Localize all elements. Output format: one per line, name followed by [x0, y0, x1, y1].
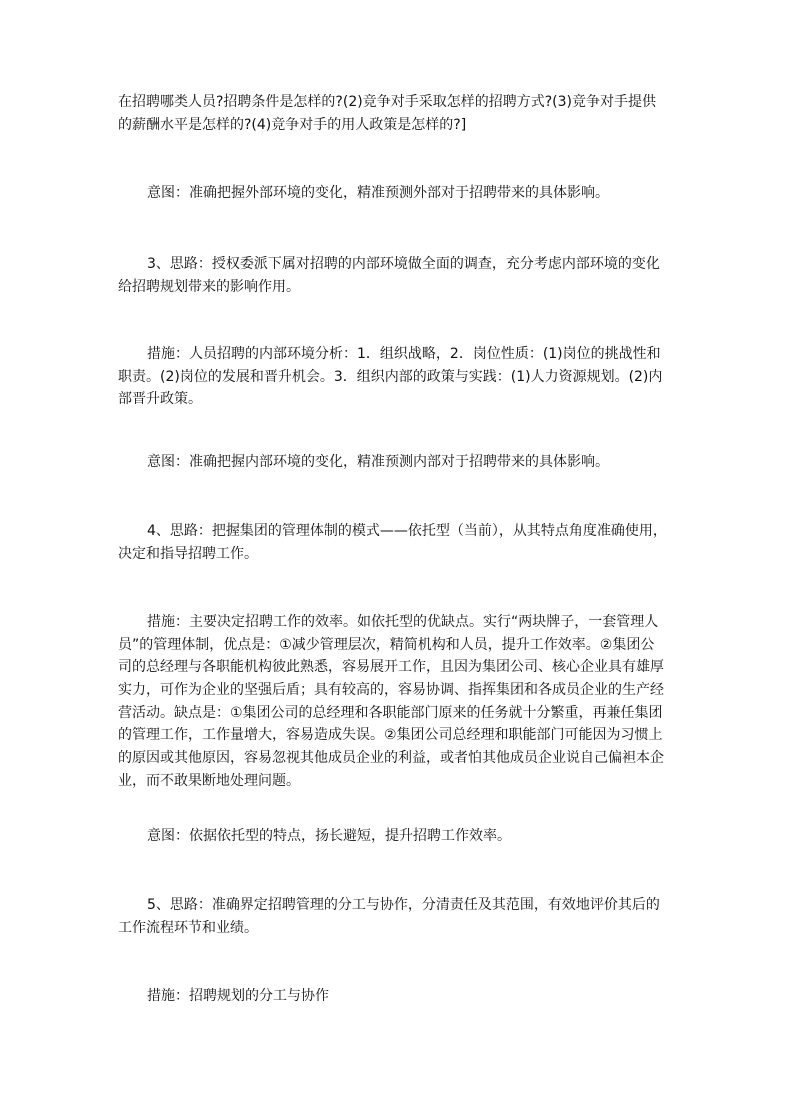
text-line: 5、思路：准确界定招聘管理的分工与协作，分清责任及其范围，有效地评价其后的: [147, 897, 660, 913]
paragraph: [118, 253, 668, 298]
paragraph: [118, 985, 668, 1008]
text-line: 司的总经理与各职能机构彼此熟悉，容易展开工作，且因为集团公司、核心企业具有雄厚: [118, 659, 664, 676]
text-line: 给招聘规划带来的影响作用。: [118, 278, 300, 295]
paragraph: [118, 520, 668, 565]
text-line: 的管理工作，工作量增大，容易造成失误。②集团公司总经理和职能部门可能因为习惯上: [118, 727, 663, 744]
text-line: 意图：依据依托型的特点，扬长避短，提升招聘工作效率。: [147, 828, 511, 844]
paragraph: [118, 611, 668, 793]
text-line: 在招聘哪类人员?招聘条件是怎样的?(2)竞争对手采取怎样的招聘方式?(3)竞争对手提供: [118, 94, 656, 110]
text-line: 实力，可作为企业的坚强后盾；具有较高的，容易协调、指挥集团和各成员企业的生产经: [118, 682, 664, 699]
paragraph: [118, 894, 668, 939]
text-line: 措施：人员招聘的内部环境分析：1．组织战略，2．岗位性质：(1)岗位的挑战性和: [147, 346, 661, 362]
text-line: 意图：准确把握外部环境的变化，精准预测外部对于招聘带来的具体影响。: [147, 185, 609, 201]
text-line: 的薪酬水平是怎样的?(4)竞争对手的用人政策是怎样的?]: [118, 116, 467, 133]
text-line: 3、思路：授权委派下属对招聘的内部环境做全面的调查，充分考虑内部环境的变化: [147, 256, 660, 272]
text-line: 意图：准确把握内部环境的变化，精准预测内部对于招聘带来的具体影响。: [147, 454, 609, 470]
paragraph: [118, 825, 668, 848]
text-line: 部晋升政策。: [118, 391, 202, 408]
text-line: 职责。(2)岗位的发展和晋升机会。3．组织内部的政策与实践：(1)人力资源规划。(2)内: [118, 368, 663, 385]
text-line: 工作流程环节和业绩。: [118, 919, 258, 936]
paragraph: [118, 343, 668, 411]
text-line: 员”的管理体制，优点是：①减少管理层次，精简机构和人员，提升工作效率。②集团公: [118, 636, 655, 653]
paragraph: [118, 451, 668, 474]
text-line: 业，而不敢果断地处理问题。: [118, 772, 300, 789]
text-line: 措施：招聘规划的分工与协作: [147, 988, 329, 1004]
text-line: 决定和指导招聘工作。: [118, 545, 258, 562]
text-line: 4、思路：把握集团的管理体制的模式——依托型（当前），从其特点角度准确使用，: [147, 523, 667, 539]
text-line: 的原因或其他原因，容易忽视其他成员企业的利益，或者怕其他成员企业说自己偏袒本企: [118, 750, 664, 767]
paragraph: [118, 91, 668, 136]
text-line: 措施：主要决定招聘工作的效率。如依托型的优缺点。实行“两块牌子，一套管理人: [147, 614, 659, 630]
paragraph: [118, 182, 668, 205]
text-line: 营活动。缺点是：①集团公司的总经理和各职能部门原来的任务就十分繁重，再兼任集团: [118, 704, 663, 721]
